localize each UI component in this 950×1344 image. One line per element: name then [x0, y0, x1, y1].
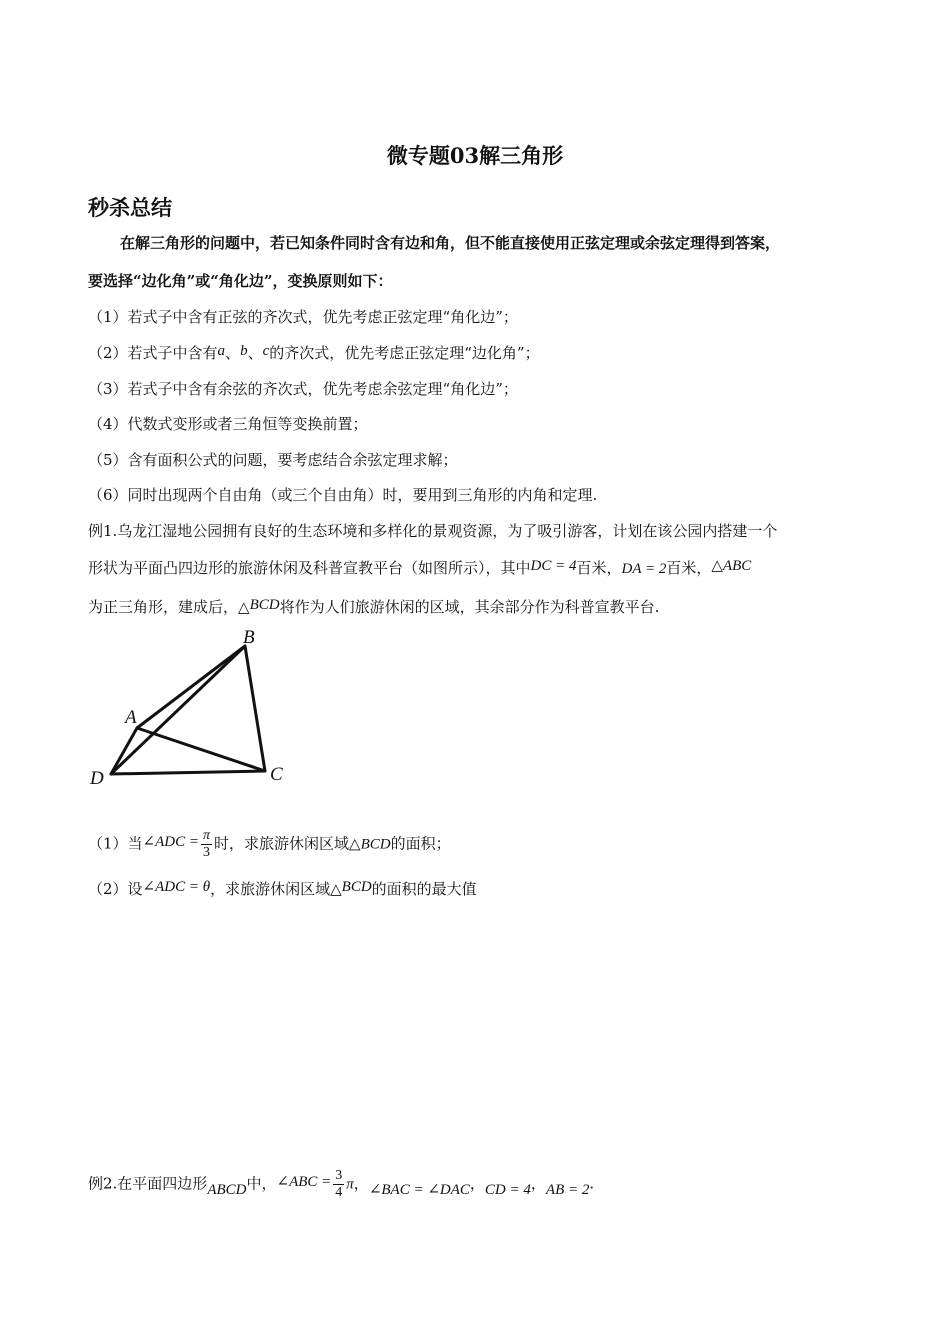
rule-1: （1）若式子中含有正弦的齐次式，优先考虑正弦定理“角化边”； [88, 308, 518, 326]
label-d: D [90, 768, 104, 789]
intro-line-2: 要选择“边化角”或“角化边”，变换原则如下： [88, 272, 393, 290]
rule-6: （6）同时出现两个自由角（或三个自由角）时，要用到三角形的内角和定理. [88, 486, 598, 504]
rule-2: （2）若式子中含有a、b、c的齐次式，优先考虑正弦定理“边化角”； [88, 343, 540, 362]
example1-line-2: 形状为平面凸四边形的旅游休闲及科普宣教平台（如图所示），其中DC = 4百米，DA = 2百米，△ABC [88, 558, 752, 577]
example1-question-1: （1）当∠ADC = $\frac{\pi}{3}$ 时，求旅游休闲区域△BCD的面积； [88, 828, 451, 860]
cd-value: CD = 4 [484, 1181, 531, 1198]
fraction-pi-over-3: $\frac{\pi}{3}$ [203, 828, 211, 860]
var-c: c [262, 343, 270, 359]
angle-bac-eq-dac: ∠BAC = ∠DAC [368, 1181, 470, 1198]
triangle-symbol: △ [238, 598, 250, 616]
fraction-3-over-4: $\frac{3}{4}$ [335, 1168, 343, 1200]
edge-ac [137, 728, 265, 771]
edge-ab [137, 646, 245, 728]
example1-line-3: 为正三角形，建成后，△BCD将作为人们旅游休闲的区域，其余部分作为科普宣教平台. [88, 597, 660, 616]
edge-dc [111, 771, 265, 774]
triangle-bcd: BCD [249, 597, 280, 613]
quadrilateral-abcd: ABCD [207, 1181, 247, 1198]
section-heading: 秒杀总结 [88, 196, 172, 220]
da-value: DA = 2 [621, 561, 667, 577]
label-a: A [125, 707, 137, 728]
rule-3: （3）若式子中含有余弦的齐次式，优先考虑余弦定理“角化边”； [88, 380, 518, 398]
example2-line: 例2.在平面四边形ABCD中，∠ABC = $\frac{3}{4}$ π，∠BAC = ∠DAC，CD = 4，AB = 2. [88, 1168, 595, 1200]
rule-5: （5）含有面积公式的问题，要考虑结合余弦定理求解； [88, 451, 458, 469]
intro-line-1: 在解三角形的问题中，若已知条件同时含有边和角，但不能直接使用正弦定理或余弦定理得到答案， [120, 234, 781, 252]
rule-4: （4）代数式变形或者三角恒等变换前置； [88, 415, 368, 433]
triangle-abc: △ABC [711, 558, 752, 574]
ab-value: AB = 2 [545, 1181, 590, 1198]
edge-bc [245, 646, 265, 771]
label-b: B [243, 627, 255, 648]
angle-adc: ∠ADC = [142, 833, 199, 850]
page-title: 微专题03解三角形 [386, 143, 564, 168]
var-a: a [217, 343, 226, 359]
angle-adc-theta: ∠ADC = θ [142, 879, 211, 895]
dc-value: DC = 4 [530, 558, 577, 574]
label-c: C [270, 764, 283, 785]
quadrilateral-figure [85, 620, 295, 792]
example1-line-1: 例1.乌龙江湿地公园拥有良好的生态环境和多样化的景观资源，为了吸引游客，计划在该公园内搭建一个 [88, 522, 778, 540]
var-b: b [240, 343, 248, 359]
triangle-bcd: BCD [360, 836, 391, 853]
triangle-bcd: BCD [341, 879, 372, 895]
angle-abc: ∠ABC = [276, 1173, 332, 1190]
example1-question-2: （2）设∠ADC = θ，求旅游休闲区域△BCD的面积的最大值 [88, 879, 477, 898]
